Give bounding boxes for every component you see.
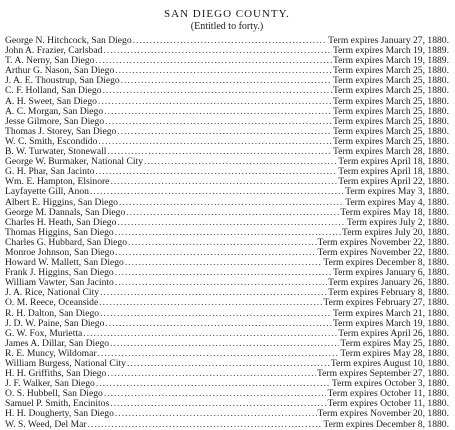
dot-leader (99, 298, 322, 308)
list-item (5, 97, 449, 107)
entry-term: Term expires October 11, 1880. (327, 389, 449, 400)
dot-leader (117, 218, 345, 228)
notary-list (5, 36, 449, 430)
list-item (5, 36, 449, 46)
county-subtitle: (Entitled to forty.) (190, 21, 264, 32)
entry-term: Term expires March 25, 1880. (332, 126, 449, 137)
entry-name: H. H. Griffiths, San Diego (5, 369, 107, 380)
list-item (5, 298, 449, 308)
dot-leader (95, 167, 337, 177)
list-item (5, 399, 449, 409)
list-item (5, 218, 449, 228)
list-item (5, 187, 449, 197)
entry-name: H. H. Dougherty, San Diego (5, 409, 114, 420)
list-item (5, 86, 449, 96)
dot-leader (117, 127, 332, 137)
entry-name: Jesse Gilmore, San Diego (5, 116, 105, 127)
dot-leader (107, 369, 316, 379)
entry-name: A. H. Sweet, San Diego (5, 96, 97, 107)
dot-leader (96, 379, 331, 389)
dot-leader (115, 228, 341, 238)
list-item (5, 157, 449, 167)
dot-leader (126, 208, 339, 218)
list-item (5, 329, 449, 339)
entry-term: Term expires May 25, 1880. (340, 338, 449, 349)
entry-term: Term expires March 25, 1880. (332, 96, 449, 107)
list-item (5, 208, 449, 218)
entry-term: Term expires May 28, 1880. (340, 348, 449, 359)
entry-term: Term expires January 6, 1880. (332, 268, 449, 279)
entry-term: Term expires March 28, 1880. (332, 147, 449, 158)
entry-term: Term expires September 27, 1880. (316, 369, 449, 380)
entry-name: G. W. Fox, Murietta (5, 328, 83, 339)
list-item (5, 248, 449, 258)
entry-term: Term expires March 19, 1889. (332, 56, 449, 67)
entry-term: Term expires March 25, 1880. (332, 66, 449, 77)
list-item (5, 379, 449, 389)
entry-name: Samuel P. Smith, Encinitos (5, 399, 110, 410)
dot-leader (96, 56, 332, 66)
list-item (5, 319, 449, 329)
dot-leader (110, 399, 326, 409)
list-item (5, 66, 449, 76)
list-item (5, 137, 449, 147)
entry-name: William Vawter, San Jacinto (5, 278, 114, 289)
list-item (5, 339, 449, 349)
entry-term: Term expires December 8, 1880. (323, 419, 449, 430)
entry-name: J. F. Walker, San Diego (5, 379, 95, 390)
list-item (5, 268, 449, 278)
entry-name: James A. Dillar, San Diego (5, 338, 110, 349)
dot-leader (119, 198, 344, 208)
dot-leader (88, 420, 323, 430)
entry-name: Charles G. Hubbard, San Diego (5, 237, 128, 248)
list-item (5, 198, 449, 208)
entry-name: W. C. Smith, Escondido (5, 136, 98, 147)
entry-term: Term expires April 18, 1880. (338, 167, 449, 178)
entry-name: Arthur G. Nason, San Diego (5, 66, 115, 77)
entry-name: George N. Hitchcock, San Diego (5, 36, 132, 46)
entry-name: C. F. Holland, San Diego (5, 86, 102, 97)
entry-term: Term expires March 25, 1880. (332, 106, 449, 117)
entry-name: R. H. Dalton, San Diego (5, 308, 100, 319)
list-item (5, 177, 449, 187)
entry-term: Term expires March 19, 1889. (332, 46, 449, 57)
dot-leader (98, 97, 332, 107)
dot-leader (125, 258, 323, 268)
county-title: SAN DIEGO COUNTY. (164, 8, 290, 20)
entry-name: J. D. W. Paine, San Diego (5, 318, 105, 329)
dot-leader (100, 309, 332, 319)
list-item (5, 76, 449, 86)
dot-leader (110, 177, 337, 187)
dot-leader (115, 268, 332, 278)
entry-term: Term expires March 19, 1880. (332, 318, 449, 329)
entry-term: Term expires March 25, 1880. (332, 116, 449, 127)
dot-leader (115, 278, 327, 288)
entry-name: George W. Burmaker, National City (5, 157, 143, 168)
entry-name: Frank J. Higgins, San Diego (5, 268, 114, 279)
dot-leader (104, 107, 332, 117)
list-item (5, 278, 449, 288)
list-item (5, 238, 449, 248)
dot-leader (103, 46, 332, 56)
entry-name: J. A. E. Thoustrup, San Diego (5, 76, 120, 87)
entry-term: Term expires January 27, 1880. (328, 36, 449, 46)
entry-term: Term expires March 25, 1880. (332, 86, 449, 97)
list-item (5, 389, 449, 399)
entry-name: A. C. Morgan, San Diego (5, 106, 104, 117)
list-item (5, 107, 449, 117)
entry-name: Thomas J. Storey, San Diego (5, 126, 117, 137)
dot-leader (121, 76, 332, 86)
dot-leader (98, 349, 340, 359)
list-item (5, 46, 449, 56)
dot-leader (115, 66, 332, 76)
list-item (5, 167, 449, 177)
entry-term: Term expires November 22, 1880. (317, 247, 449, 258)
dot-leader (115, 248, 316, 258)
dot-leader (115, 409, 317, 419)
list-item (5, 288, 449, 298)
dot-leader (107, 147, 332, 157)
dot-leader (103, 86, 332, 96)
list-item (5, 349, 449, 359)
entry-name: Layfayette Gill, Anon (5, 187, 89, 198)
entry-name: J. A. Rice, National City (5, 288, 100, 299)
dot-leader (144, 157, 337, 167)
entry-term: Term expires November 22, 1880. (317, 237, 449, 248)
entry-term: Term expires March 25, 1880. (332, 136, 449, 147)
entry-name: John A. Frazier, Carlsbad (5, 46, 103, 57)
entry-term: Term expires July 2, 1880. (346, 217, 449, 228)
list-item (5, 258, 449, 268)
entry-name: William Burgess, National City (5, 359, 126, 369)
entry-name: Monroe Johnson, San Diego (5, 247, 115, 258)
list-item (5, 117, 449, 127)
entry-name: T. A. Nerny, San Diego (5, 56, 95, 67)
list-item (5, 56, 449, 66)
entry-term: Term expires April 18, 1880. (338, 157, 449, 168)
dot-leader (105, 117, 332, 127)
entry-term: Term expires April 22, 1880. (338, 177, 449, 188)
entry-name: R. E. Muncy, Wildomar (5, 348, 97, 359)
dot-leader (110, 339, 339, 349)
entry-name: G. H. Phar, San Jacinto (5, 167, 95, 178)
entry-name: W. S. Weed, Del Mar (5, 419, 87, 430)
entry-term: Term expires April 26, 1880. (338, 328, 449, 339)
entry-name: Albert E. Higgins, San Diego (5, 197, 118, 208)
list-item (5, 409, 449, 419)
dot-leader (105, 319, 332, 329)
entry-name: B. W. Turwater, Stonewall (5, 147, 107, 158)
dot-leader (83, 329, 337, 339)
entry-name: Wm. E. Hampton, Elsinore (5, 177, 110, 188)
entry-term: Term expires May 3, 1880. (345, 187, 449, 198)
entry-term: Term expires March 21, 1880. (332, 308, 449, 319)
entry-name: Charles H. Heath, San Diego (5, 217, 117, 228)
entry-term: Term expires March 25, 1880. (332, 76, 449, 87)
list-item (5, 147, 449, 157)
list-item (5, 309, 449, 319)
entry-term: Term expires November 20, 1880. (317, 409, 449, 420)
entry-name: Thomas Higgins, San Diego (5, 227, 114, 238)
dot-leader (128, 238, 316, 248)
list-item (5, 420, 449, 430)
list-item (5, 359, 449, 369)
entry-term: Term expires May 4, 1880. (345, 197, 449, 208)
list-item (5, 127, 449, 137)
list-item (5, 369, 449, 379)
dot-leader (98, 137, 332, 147)
dot-leader (133, 36, 328, 46)
dot-leader (100, 288, 327, 298)
dot-leader (90, 187, 344, 197)
dot-leader (104, 389, 327, 399)
entry-term: Term expires January 26, 1880. (328, 278, 449, 289)
entry-term: Term expires February 8, 1880. (328, 288, 449, 299)
entry-term: Term expires October 3, 1880. (331, 379, 449, 390)
entry-name: Howard W. Mallett, San Diego (5, 258, 124, 269)
entry-name: O. S. Hubbell, San Diego (5, 389, 103, 400)
entry-name: O. M. Reece, Oceanside (5, 298, 99, 309)
entry-term: Term expires July 20, 1880. (342, 227, 449, 238)
entry-term: Term expires February 27, 1880. (323, 298, 449, 309)
list-item (5, 228, 449, 238)
entry-term: Term expires December 8, 1880. (323, 258, 449, 269)
entry-term: Term expires October 11, 1880. (327, 399, 449, 410)
entry-term: Term expires August 10, 1880. (330, 359, 449, 369)
entry-term: Term expires May 18, 1880. (340, 207, 449, 218)
entry-name: George M. Dannals, San Diego (5, 207, 126, 218)
dot-leader (127, 359, 330, 369)
